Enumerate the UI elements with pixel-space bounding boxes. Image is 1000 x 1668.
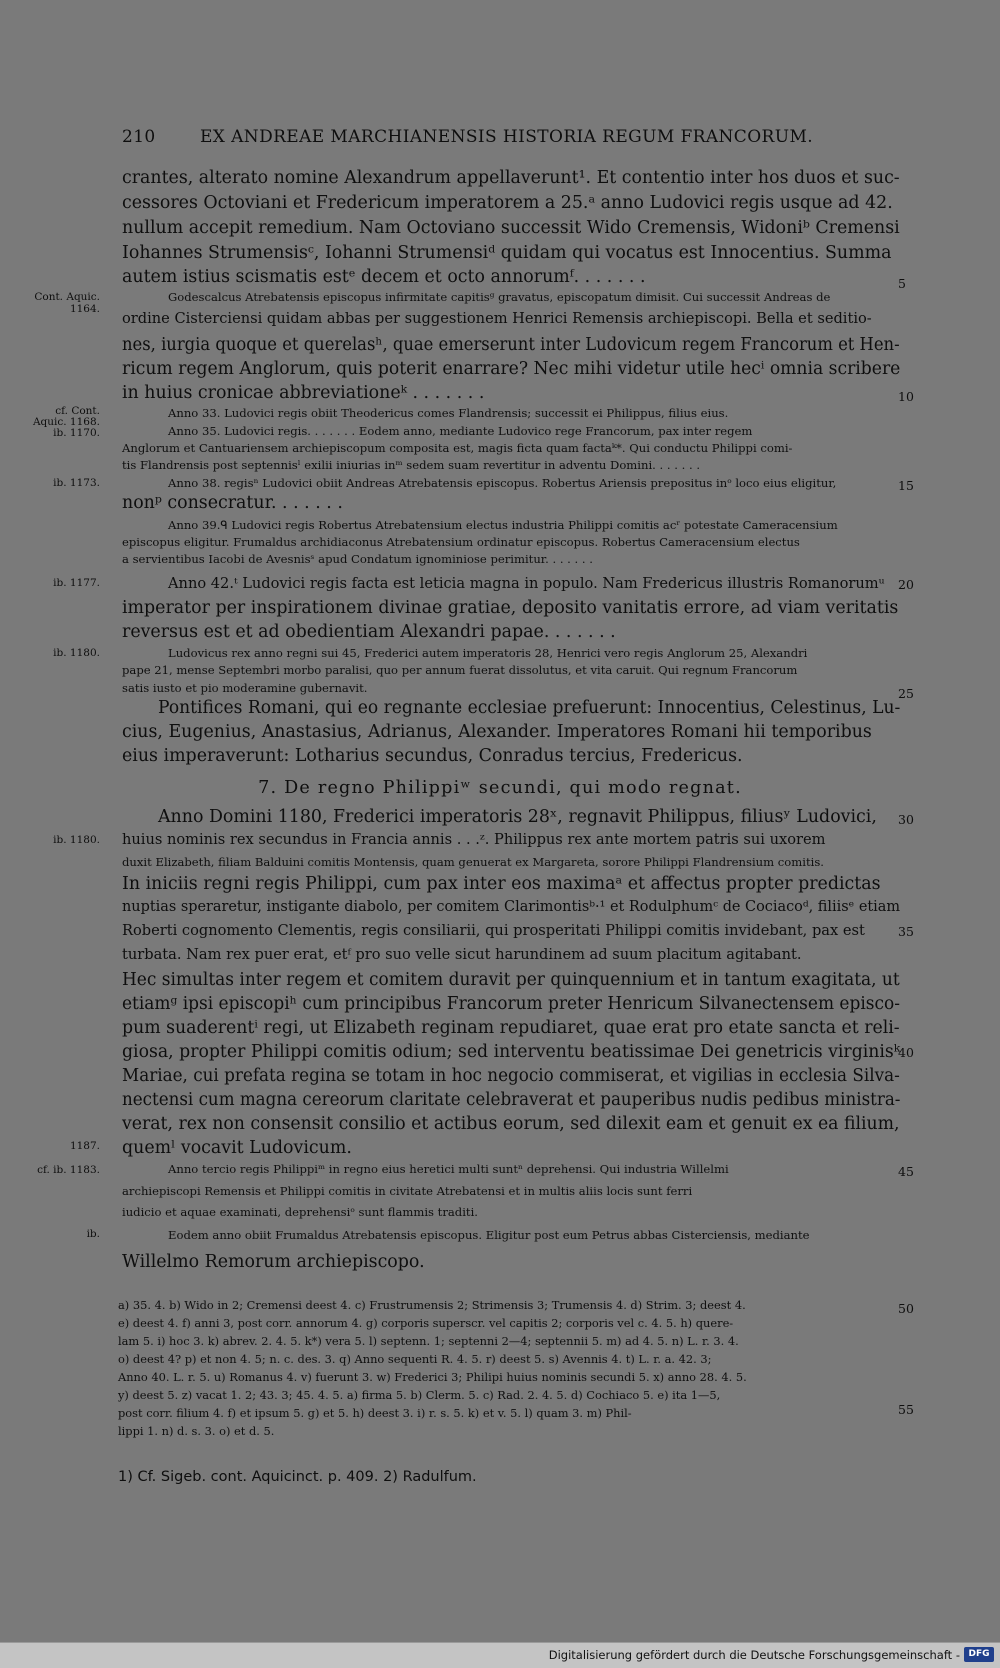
text-line: autem istius scismatis estᵉ decem et octo annorumᶠ. . . . . . . (122, 267, 646, 287)
text-line: nullum accepit remedium. Nam Octoviano successit Wido Cremensis, Widoniᵇ Cremensi (122, 218, 900, 238)
line-number: 15 (898, 478, 914, 493)
line-number: 40 (898, 1045, 914, 1060)
margin-note: ib. (86, 1228, 100, 1240)
text-line: Anno 39.ᑫ Ludovici regis Robertus Atrebatensium electus industria Philippi comitis acʳ potestate Cameracensium (168, 518, 838, 532)
text-line: Anno 38. regisⁿ Ludovici obiit Andreas Atrebatensis episcopus. Robertus Ariensis prepositus inᵒ loco eius eligitur, (168, 476, 837, 490)
text-line: eius imperaverunt: Lotharius secundus, Conradus tercius, Fredericus. (122, 746, 743, 766)
text-line: cius, Eugenius, Anastasius, Adrianus, Alexander. Imperatores Romani hii temporibus (122, 722, 872, 742)
text-line: Eodem anno obiit Frumaldus Atrebatensis episcopus. Eligitur post eum Petrus abbas Cisterciensis, mediante (168, 1228, 810, 1242)
running-head (122, 127, 812, 147)
text-line: nectensi cum magna cereorum claritate celebraverat et pauperibus nudis pedibus ministra- (122, 1090, 901, 1110)
footnote-line: a) 35. 4. b) Wido in 2; Cremensi deest 4. c) Frustrumensis 2; Strimensis 3; Trumensis 4. d) Strim. 3; deest 4. (118, 1298, 746, 1312)
text-line: archiepiscopi Remensis et Philippi comitis in civitate Atrebatensi et in multis aliis locis sunt ferri (122, 1184, 693, 1198)
footnote-line: e) deest 4. f) anni 3, post corr. annorum 4. g) corporis superscr. vel capitis 2; corporis vel c. 4. 5. h) quere- (118, 1316, 734, 1330)
line-number: 35 (898, 924, 914, 939)
line-number: 50 (898, 1301, 914, 1316)
margin-note: 1164. (69, 303, 100, 315)
text-line: Ludovicus rex anno regni sui 45, Frederici autem imperatoris 28, Henrici vero regis Anglorum 25, Alexandri (168, 646, 808, 660)
margin-note: cf. ib. 1183. (37, 1164, 100, 1176)
text-line: crantes, alterato nomine Alexandrum appellaverunt¹. Et contentio inter hos duos et suc- (122, 168, 900, 188)
dfg-logo-icon[interactable]: DFG (964, 1647, 994, 1662)
footnote-line: o) deest 4? p) et non 4. 5; n. c. des. 3. q) Anno sequenti R. 4. 5. r) deest 5. s) Avennis 4. t) L. r. a. 42. 3; (118, 1352, 712, 1366)
text-line: Hec simultas inter regem et comitem duravit per quinquennium et in tantum exagitata, ut (122, 970, 900, 990)
text-line: Godescalcus Atrebatensis episcopus infirmitate capitisᵍ gravatus, episcopatum dimisit. Cui successit Andreas de (168, 290, 831, 304)
text-line: ricum regem Anglorum, quis poterit enarrare? Nec mihi videtur utile hecⁱ omnia scribere (122, 359, 901, 379)
margin-note: Cont. Aquic. (34, 291, 100, 303)
margin-note: Aquic. 1168. (32, 416, 100, 428)
footnote-line: lippi 1. n) d. s. 3. o) et d. 5. (118, 1424, 275, 1438)
text-line: Pontifices Romani, qui eo regnante ecclesiae prefuerunt: Innocentius, Celestinus, Lu- (158, 698, 901, 718)
text-line: Anno Domini 1180, Frederici imperatoris 28ˣ, regnavit Philippus, filiusʸ Ludovici, (158, 807, 877, 827)
text-line: verat, rex non consensit consilio et actibus eorum, sed dilexit eam et genuit ex ea filium, (122, 1114, 900, 1134)
footnote-line: Anno 40. L. r. 5. u) Romanus 4. v) fuerunt 3. w) Frederici 3; Philipi huius nominis secundi 5. x) anno 28. 4. 5. (118, 1370, 747, 1384)
text-line: Anno 35. Ludovici regis. . . . . . . Eodem anno, mediante Ludovico rege Francorum, pax inter regem (168, 424, 753, 438)
text-line: iudicio et aquae examinati, deprehensiᵒ sunt flammis traditi. (122, 1205, 478, 1219)
line-number: 55 (898, 1402, 914, 1417)
text-line: Anglorum et Cantuariensem archiepiscopum composita est, magis ficta quam factaᵏ*. Qui conductu Philippi comi- (122, 441, 793, 455)
line-number: 20 (898, 577, 914, 592)
text-line: cessores Octoviani et Fredericum imperatorem a 25.ᵃ anno Ludovici regis usque ad 42. (122, 193, 893, 213)
margin-note: ib. 1180. (53, 834, 100, 846)
text-line: Iohannes Strumensisᶜ, Iohanni Strumensiᵈ quidam qui vocatus est Innocentius. Summa (122, 243, 892, 263)
text-line: Willelmo Remorum archiepiscopo. (122, 1252, 425, 1272)
text-line: episcopus eligitur. Frumaldus archidiaconus Atrebatensium ordinatur episcopus. Robertus Cameracensium electus (122, 535, 800, 549)
line-number: 5 (898, 276, 906, 291)
line-number: 30 (898, 812, 914, 827)
text-line: huius nominis rex secundus in Francia annis . . .ᶻ. Philippus rex ante mortem patris sui uxorem (122, 831, 826, 848)
text-line: quemˡ vocavit Ludovicum. (122, 1138, 352, 1158)
line-number: 10 (898, 389, 914, 404)
text-line: Anno 42.ᵗ Ludovici regis facta est leticia magna in populo. Nam Fredericus illustris Romanorumᵘ (168, 575, 885, 592)
margin-note: cf. Cont. (55, 405, 100, 417)
text-line: Anno tercio regis Philippiᵐ in regno eius heretici multi suntⁿ deprehensi. Qui industria Willelmi (168, 1162, 729, 1176)
footer-credit: Digitalisierung gefördert durch die Deutsche Forschungsgemeinschaft - (548, 1648, 960, 1662)
margin-note: 1187. (69, 1140, 100, 1152)
footnote-line: lam 5. i) hoc 3. k) abrev. 2. 4. 5. k*) vera 5. l) septenn. 1; septenni 2—4; septennii 5. m) ad 4. 5. n) L. r. 3. 4. (118, 1334, 739, 1348)
source-references: 1) Cf. Sigeb. cont. Aquicinct. p. 409. 2) Radulfum. (118, 1469, 477, 1485)
text-line: etiamᵍ ipsi episcopiʰ cum principibus Francorum preter Henricum Silvanectensem episco- (122, 994, 900, 1014)
text-line: Mariae, cui prefata regina se totam in hoc negocio commiserat, et vigilias in ecclesia Silva- (122, 1066, 900, 1086)
line-number: 45 (898, 1164, 914, 1179)
text-line: In iniciis regni regis Philippi, cum pax inter eos maximaᵃ et affectus propter predictas (122, 874, 881, 894)
text-line: ordine Cisterciensi quidam abbas per suggestionem Henrici Remensis archiepiscopi. Bella et seditio- (122, 310, 872, 327)
footnote-line: y) deest 5. z) vacat 1. 2; 43. 3; 45. 4. 5. a) firma 5. b) Clerm. 5. c) Rad. 2. 4. 5. d) Cochiaco 5. e) ita 1—5, (118, 1388, 721, 1402)
text-line: 7. De regno Philippiʷ secundi, qui modo regnat. (258, 778, 742, 798)
text-line: nonᵖ consecratur. . . . . . . (122, 493, 343, 513)
text-line: Roberti cognomento Clementis, regis consiliarii, qui prosperitati Philippi comitis invidebant, pax est (122, 922, 865, 939)
text-line: tis Flandrensis post septennisˡ exilii iniurias inᵐ sedem suam revertitur in adventu Domini. . . . . . . (122, 458, 701, 472)
text-line: pape 21, mense Septembri morbo paralisi, quo per annum fuerat dissolutus, et vita caruit. Qui regnum Francorum (122, 663, 798, 677)
footer-bar (0, 1642, 1000, 1668)
text-line: nuptias speraretur, instigante diabolo, per comitem Clarimontisᵇ·¹ et Rodulphumᶜ de Cociacoᵈ, filiisᵉ etiam (122, 898, 901, 915)
margin-note: ib. 1177. (53, 577, 100, 589)
text-line: in huius cronicae abbreviationeᵏ . . . . . . . (122, 383, 485, 403)
text-line: turbata. Nam rex puer erat, etᶠ pro suo velle sicut harundinem ad suum placitum agitabant. (122, 946, 802, 963)
text-line: reversus est et ad obedientiam Alexandri papae. . . . . . . (122, 622, 616, 642)
margin-note: ib. 1180. (53, 647, 100, 659)
text-line: pum suaderentⁱ regi, ut Elizabeth reginam repudiaret, quae erat pro etate sancta et reli- (122, 1018, 900, 1038)
page-number: 210 (122, 127, 156, 147)
text-line: duxit Elizabeth, filiam Balduini comitis Montensis, quam genuerat ex Margareta, sorore Philippi Flandrensium comitis. (122, 855, 824, 869)
margin-note: ib. 1173. (53, 477, 100, 489)
text-line: nes, iurgia quoque et querelasʰ, quae emerserunt inter Ludovicum regem Francorum et Hen- (122, 335, 900, 355)
line-number: 25 (898, 686, 914, 701)
page-title: EX ANDREAE MARCHIANENSIS HISTORIA REGUM FRANCORUM. (200, 127, 814, 147)
margin-note: ib. 1170. (53, 427, 100, 439)
footnote-line: post corr. filium 4. f) et ipsum 5. g) et 5. h) deest 3. i) r. s. 5. k) et v. 5. l) quam 3. m) Phil- (118, 1406, 632, 1420)
text-line: giosa, propter Philippi comitis odium; sed interventu beatissimae Dei genetricis virginisᵏ (122, 1042, 901, 1062)
text-line: satis iusto et pio moderamine gubernavit. (122, 681, 368, 695)
text-line: a servientibus Iacobi de Avesnisˢ apud Condatum ignominiose perimitur. . . . . . . (122, 552, 593, 566)
text-line: imperator per inspirationem divinae gratiae, deposito vanitatis errore, ad viam veritatis (122, 598, 899, 618)
text-line: Anno 33. Ludovici regis obiit Theodericus comes Flandrensis; successit ei Philippus, filius eius. (168, 406, 729, 420)
